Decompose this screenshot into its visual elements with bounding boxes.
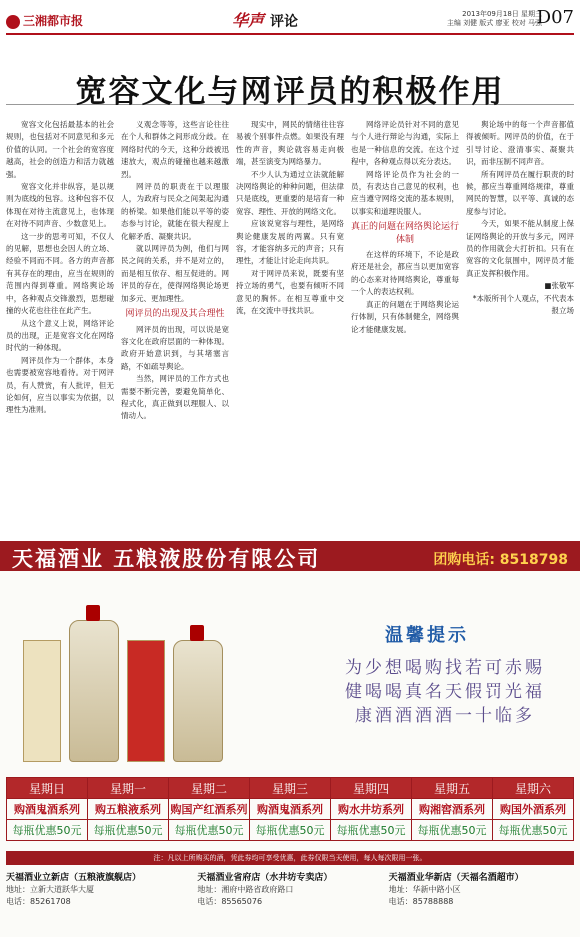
paragraph: 宽容文化并非纵容，是以规则为底线的包容。这种包容不仅体现在对待主流意见上，也体现在对待不同声音、少数意见上。 (6, 182, 114, 229)
notice-title: 温馨提示 (385, 625, 469, 646)
paragraph: 宽容文化包括最基本的社会规则，也包括对不同意见和多元价值的认同。一个社会的宽容度越高，社会的创造力和活力就越强。 (6, 120, 114, 179)
store-list (6, 872, 574, 908)
page-number: D07 (536, 7, 574, 28)
newspaper-logo (6, 12, 83, 29)
day-header: 星期四 (331, 778, 412, 799)
day-header: 星期五 (412, 778, 493, 799)
promo-cell: 购酒鬼酒系列 (7, 799, 88, 820)
product-box (127, 640, 165, 762)
column-1 (6, 119, 114, 533)
store-entry (197, 872, 382, 908)
promo-cell: 购国产红酒系列 (169, 799, 250, 820)
editor-line: 主编 刘健 版式 廖亚 校对 马强 (446, 19, 542, 27)
paragraph: 网络评论员作为社会的一员，有表达自己意见的权利，也应当遵守网络交流的基本规则，以事实和道理说服人。 (351, 169, 459, 216)
disclaimer: *本版所刊个人观点，不代表本报立场 (472, 293, 574, 316)
price-cell: 每瓶优惠50元 (169, 820, 250, 841)
product-images (8, 577, 238, 762)
paragraph: 现实中，网民的情绪往往容易被个别事件点燃。如果没有理性的声音，舆论就容易走向极端，甚至演变为网络暴力。 (236, 120, 344, 167)
store-name: 天福酒业华新店（天福名酒超市） (388, 873, 524, 883)
store-phone: 电话：85788888 (388, 897, 454, 906)
promo-schedule (6, 777, 574, 841)
paragraph: 在这样的环境下，不论是政府还是社会，都应当以更加宽容的心态来对待网络舆论，尊重每一个人的表达权利。 (351, 250, 459, 297)
logo-mark-icon (6, 15, 20, 29)
paragraph: 不少人认为通过立法就能解决网络舆论的种种问题，但法律只是底线，更重要的是培育一种宽容、理性、开放的网络文化。 (236, 169, 344, 216)
paragraph: 真正的问题在于网络舆论运行体制，只有体制健全，网络舆论才能健康发展。 (351, 299, 459, 334)
promo-cell: 购湘窖酒系列 (412, 799, 493, 820)
price-cell: 每瓶优惠50元 (88, 820, 169, 841)
slogan-line: 康酒酒酒酒一十临多 (355, 706, 535, 726)
store-address: 地址：立新大道跃华大厦 (6, 885, 94, 894)
promo-cell: 购五粮液系列 (88, 799, 169, 820)
price-cell: 每瓶优惠50元 (331, 820, 412, 841)
price-cell: 每瓶优惠50元 (493, 820, 574, 841)
subheading: 网评员的出现及其合理性 (125, 309, 225, 320)
ad-note: 注：凡以上所购买的酒，凭此券均可享受优惠，此券仅限当天使用，每人每次限用一张。 (6, 851, 574, 865)
paragraph: 就以网评员为例，他们与网民之间的关系，并不是对立的，而是相互依存、相互促进的。网评员的存在，使得网络舆论场更加多元、更加理性。 (121, 244, 229, 303)
advertisement (0, 541, 580, 937)
header-rule (6, 33, 574, 35)
paragraph: 网评员的出现，可以说是宽容文化在政府层面的一种体现。政府开始意识到，与其堵塞言路，不如疏导舆论。 (121, 324, 229, 371)
ad-slogan (320, 656, 570, 728)
paragraph: 这一步的思考可知，不仅人的见解，思想也会因人的立场、经验不同而不同。各方的声音都有其存在的理由，应当在规则的范围内得到尊重。网络舆论场中，各种观点交锋激烈，思想碰撞的火花也往往在此产生。 (6, 231, 114, 316)
newspaper-name: 三湘都市报 (23, 14, 84, 28)
promo-cell: 购水井坊系列 (331, 799, 412, 820)
day-header: 星期二 (169, 778, 250, 799)
paragraph: 网评员的职责在于以理服人，为政府与民众之间架起沟通的桥梁。如果他们能以平等的姿态参与讨论，就能在很大程度上化解矛盾、凝聚共识。 (121, 182, 229, 241)
column-4 (351, 119, 459, 533)
slogan-line: 为少想喝购找若可赤赐 (345, 658, 545, 678)
store-name: 天福酒业立新店（五粮液旗舰店） (6, 873, 142, 883)
ad-brand: 天福酒业 五粮液股份有限公司 (12, 546, 321, 571)
price-cell: 每瓶优惠50元 (412, 820, 493, 841)
paragraph: 网络评论员针对不同的意见与个人进行辩论与沟通，实际上也是一种信息的交流。在这个过程中，各种观点得以充分表达。 (351, 120, 459, 167)
day-header: 星期三 (250, 778, 331, 799)
article-body (6, 119, 574, 533)
schedule-promo-row (7, 799, 574, 820)
column-2 (121, 119, 229, 533)
paragraph: 网评员作为一个群体，本身也需要被宽容地看待。对于网评员，有人赞赏，有人批评，但无论如何，应当以事实为依据，以理性为准则。 (6, 355, 114, 415)
schedule-price-row (7, 820, 574, 841)
product-box (23, 640, 61, 762)
paragraph: 舆论场中的每一个声音都值得被倾听。网评员的价值，在于引导讨论、澄清事实、凝聚共识，而非压制不同声音。 (466, 120, 574, 167)
store-phone: 电话：85261708 (6, 897, 71, 906)
paragraph: 所有网评员在履行职责的时候，都应当尊重网络规律，尊重网民的智慧，以平等、真诚的态度参与讨论。 (466, 169, 574, 216)
day-header: 星期一 (88, 778, 169, 799)
ad-hotline: 团购电话: 8518798 (433, 552, 568, 568)
paragraph: 对于网评员来说，既要有坚持立场的勇气，也要有倾听不同意见的胸怀。在相互尊重中交流，在交流中寻找共识。 (236, 268, 344, 316)
day-header: 星期日 (7, 778, 88, 799)
slogan-line: 健喝喝真名天假罚光福 (345, 682, 545, 702)
paragraph: 从这个意义上说，网络评论员的出现，正是宽容文化在网络时代的一种体现。 (6, 318, 114, 353)
day-header: 星期六 (493, 778, 574, 799)
column-5 (466, 119, 574, 533)
price-cell: 每瓶优惠50元 (7, 820, 88, 841)
store-name: 天福酒业省府店（水井坊专卖店） (197, 873, 333, 883)
paragraph: 今天，如果不能从制度上保证网络舆论的开放与多元，网评员的作用就会大打折扣。只有在宽容的文化氛围中，网评员才能真正发挥积极作用。 (466, 219, 574, 278)
paragraph: 义观念等等，这些言论往往在个人和群体之间形成分歧。在网络时代的今天，这种分歧被迅速放大，观点的碰撞也越来越激烈。 (121, 120, 229, 179)
store-address: 地址：湘府中路省政府路口 (197, 885, 294, 894)
store-entry (389, 872, 574, 908)
price-cell: 每瓶优惠50元 (250, 820, 331, 841)
paragraph: 应该说宽容与理性，是网络舆论健康发展的两翼。只有宽容，才能容纳多元的声音；只有理性，才能让讨论走向共识。 (236, 219, 344, 266)
wine-bottle-icon (173, 640, 223, 762)
promo-cell: 购国外酒系列 (493, 799, 574, 820)
store-entry (6, 872, 191, 908)
promo-cell: 购酒鬼酒系列 (250, 799, 331, 820)
ad-banner (0, 541, 580, 571)
store-address: 地址：华新中路小区 (388, 885, 461, 894)
issue-meta (447, 10, 542, 28)
store-phone: 电话：85565076 (197, 897, 263, 906)
section-sub: 评论 (270, 14, 299, 30)
column-3 (236, 119, 344, 533)
section-title (232, 8, 298, 31)
schedule-days-row (7, 778, 574, 799)
article-headline: 宽容文化与网评员的积极作用 (75, 74, 505, 110)
issue-date: 2013年09月18日 星期三 (462, 10, 542, 18)
byline: ■张敬军 (544, 281, 574, 291)
subheading: 真正的问题在网络舆论运行体制 (351, 222, 459, 245)
section-name: 华声 (232, 11, 265, 30)
paragraph: 当然，网评员的工作方式也需要不断完善，要避免简单化、程式化，真正做到以理服人、以情动人。 (121, 374, 229, 421)
wine-bottle-icon (69, 620, 119, 762)
